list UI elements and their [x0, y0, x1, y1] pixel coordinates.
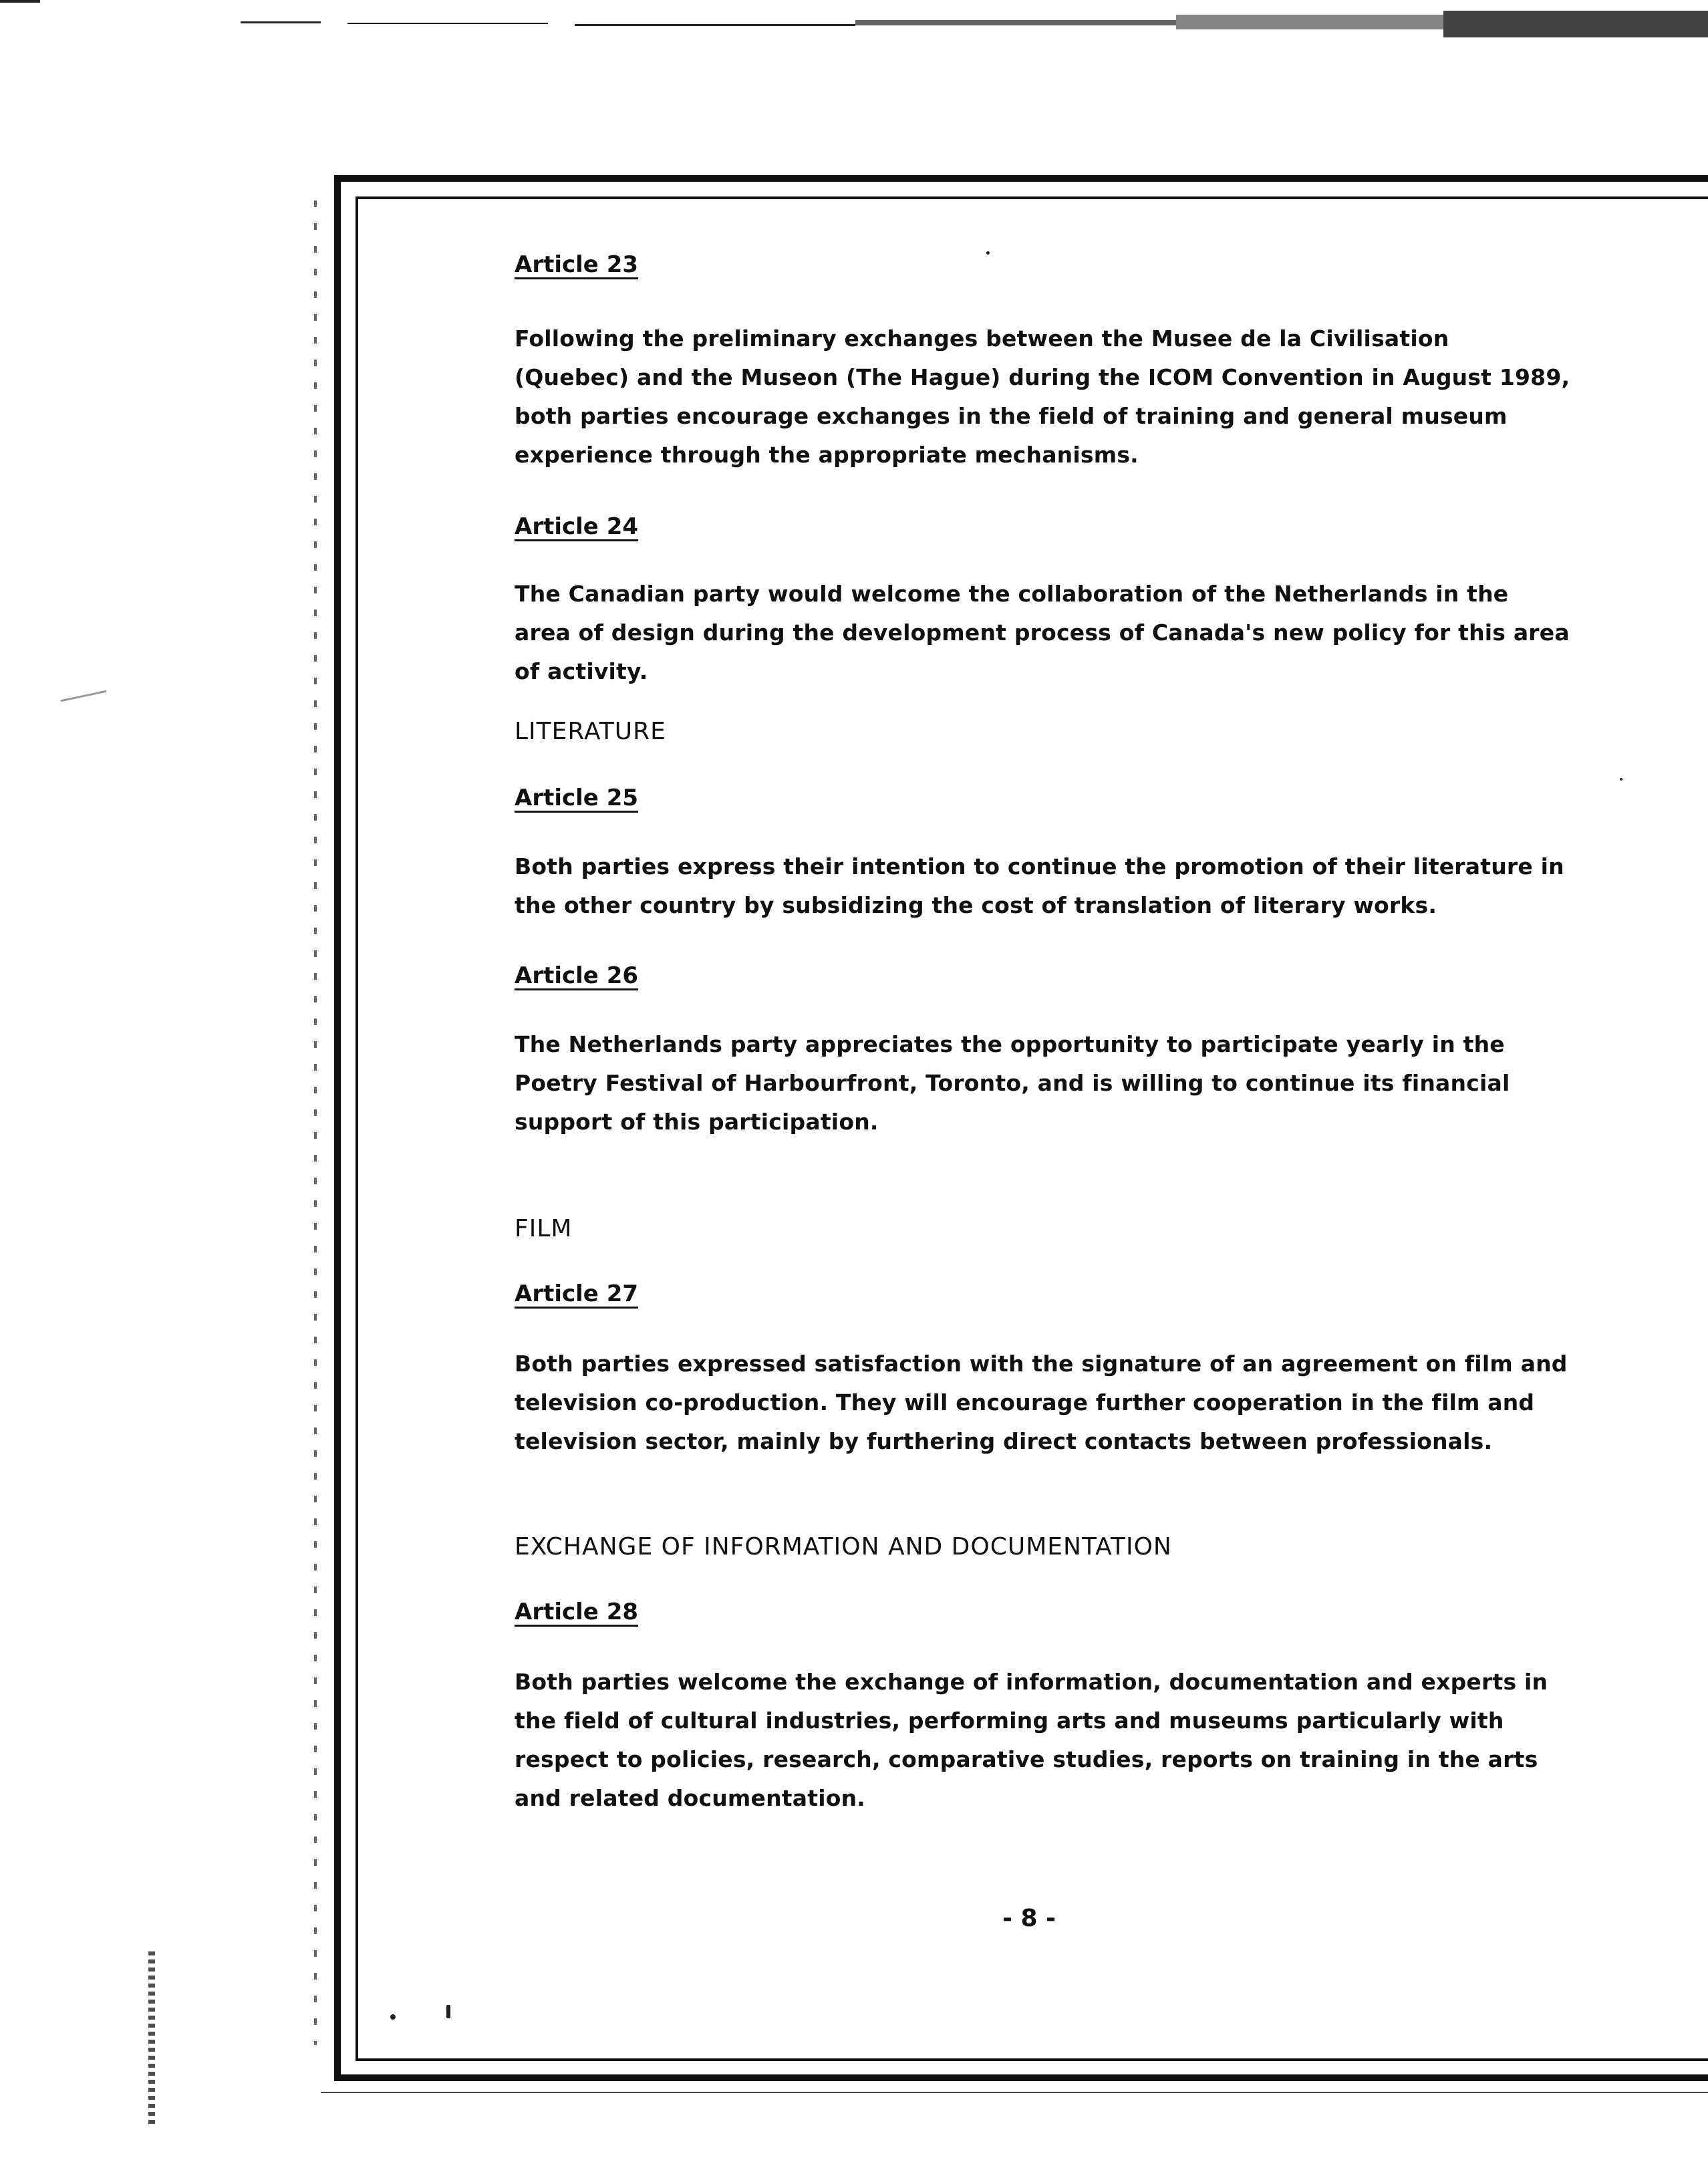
section-film: [515, 1214, 1570, 1244]
page-number: - 8 -: [1002, 1905, 1056, 1932]
article-text: The Canadian party would welcome the collaboration of the Netherlands in the area of design during the development process of Canada's new policy for this area of activity.: [515, 581, 1570, 684]
frame-bottom-outer: [334, 2074, 1708, 2081]
section-literature: [515, 716, 1570, 747]
article-heading: Article 24: [515, 513, 639, 540]
speck: [390, 2014, 396, 2020]
article-text: Following the preliminary exchanges between the Musee de la Civilisation (Quebec) and the Museon (The Hague) during the ICOM Convention in August 1989, both parties encourage exchanges in the field of training and general museum experience through the appropriate mechanisms.: [515, 325, 1570, 468]
article-heading: Article 26: [515, 962, 639, 989]
section-title: FILM: [515, 1215, 573, 1242]
frame-left-inner: [355, 196, 358, 2061]
article-text: Both parties expressed satisfaction with the signature of an agreement on film and television co-production. They will encourage further cooperation in the film and television sector, mainly by furthering direct contacts between professionals.: [515, 1351, 1568, 1454]
frame-bottom-inner: [355, 2058, 1708, 2061]
section-title: LITERATURE: [515, 718, 666, 745]
frame-bottom-rule: [321, 2092, 1708, 2093]
article-25: [515, 783, 1570, 925]
frame-top-inner: [358, 196, 1708, 199]
section-title: EXCHANGE OF INFORMATION AND DOCUMENTATION: [515, 1533, 1172, 1561]
edge-smudge: [148, 1951, 155, 2125]
section-exchange: [515, 1532, 1570, 1563]
frame-top-outer: [334, 175, 1708, 182]
article-24: [515, 512, 1570, 691]
article-text: Both parties express their intention to continue the promotion of their literature in the other country by subsidizing the cost of translation of literary works.: [515, 853, 1564, 918]
article-text: The Netherlands party appreciates the opportunity to participate yearly in the Poetry Festival of Harbourfront, Toronto, and is willing to continue its financial support of this participation.: [515, 1031, 1510, 1135]
article-28: [515, 1597, 1570, 1818]
article-text: Both parties welcome the exchange of information, documentation and experts in the field of cultural industries, performing arts and museums particularly with respect to policies, research, comparative studies, reports on training in the arts and related documentation.: [515, 1669, 1548, 1811]
article-23: [515, 250, 1570, 474]
speck: [446, 2005, 450, 2018]
article-heading: Article 25: [515, 785, 639, 811]
speck: [986, 251, 990, 255]
speck: [1620, 778, 1622, 781]
article-heading: Article 23: [515, 251, 639, 278]
article-heading: Article 28: [515, 1599, 639, 1625]
article-heading: Article 27: [515, 1280, 639, 1307]
article-27: [515, 1279, 1570, 1461]
frame-left-outer: [334, 175, 341, 2081]
edge-line: [60, 690, 106, 702]
scan-noise-top: [0, 0, 1708, 53]
article-26: [515, 961, 1570, 1141]
margin-marks: [314, 200, 317, 2045]
